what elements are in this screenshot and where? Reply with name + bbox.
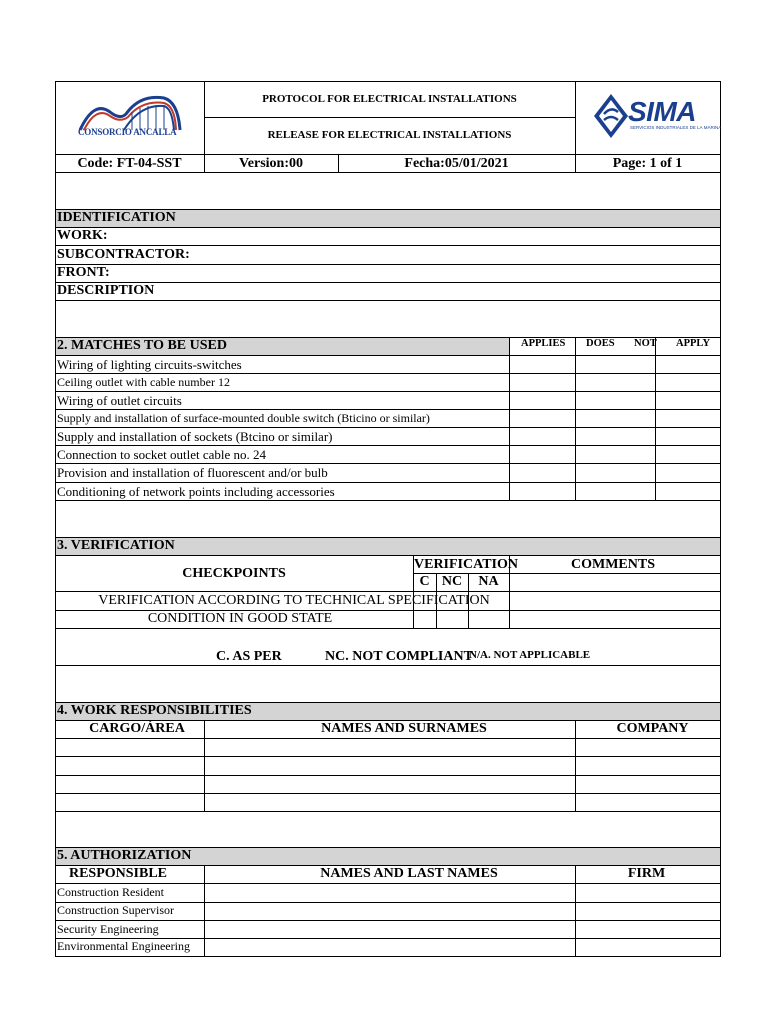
form-title: PROTOCOL FOR ELECTRICAL INSTALLATIONS [262, 93, 517, 105]
col-c: C [419, 574, 430, 589]
responsible-row: Construction Resident [57, 885, 164, 899]
col-firm: FIRM [627, 866, 666, 881]
responsible-row: Security Engineering [57, 922, 159, 936]
verification-header: VERIFICATION [414, 557, 518, 572]
form-page: Page: 1 of 1 [612, 156, 683, 171]
col-na: NA [478, 574, 499, 589]
col-apply: APPLY [676, 338, 711, 349]
form-version: Version:00 [238, 156, 304, 171]
legend-na: N/A. NOT APPLICABLE [469, 649, 591, 661]
col-not: NOT [634, 338, 657, 349]
authorization-heading: 5. AUTHORIZATION [57, 848, 192, 863]
col-responsible: RESPONSIBLE [68, 866, 168, 881]
responsibilities-heading: 4. WORK RESPONSIBILITIES [57, 703, 252, 718]
col-names-last-names: NAMES AND LAST NAMES [320, 866, 498, 881]
col-applies: APPLIES [521, 338, 566, 349]
checkpoint-row: VERIFICATION ACCORDING TO TECHNICAL SPECIFICATION [98, 593, 490, 608]
col-names-surnames: NAMES AND SURNAMES [321, 721, 487, 736]
form-subtitle: RELEASE FOR ELECTRICAL INSTALLATIONS [267, 129, 512, 141]
consorcio-logo-text: CONSORCIO ANCALLA [78, 127, 177, 137]
match-item: Wiring of outlet circuits [57, 393, 182, 408]
responsible-row: Construction Supervisor [57, 903, 174, 917]
work-field[interactable]: WORK: [57, 228, 108, 243]
form-code: Code: FT-04-SST [77, 156, 182, 171]
identification-heading: IDENTIFICATION [57, 210, 176, 225]
legend-c: C. AS PER [216, 649, 282, 664]
match-item: Provision and installation of fluorescent and/or bulb [57, 465, 328, 480]
front-field[interactable]: FRONT: [57, 265, 110, 280]
verification-heading: 3. VERIFICATION [57, 538, 175, 553]
sima-logo-text: SIMA [628, 96, 696, 127]
match-item: Conditioning of network points including accessories [57, 484, 335, 499]
matches-heading: 2. MATCHES TO BE USED [57, 338, 227, 353]
sima-logo-subtext: SERVICIOS INDUSTRIALES DE LA MARINA [630, 125, 722, 130]
checkpoints-header: CHECKPOINTS [182, 566, 286, 581]
description-field[interactable]: DESCRIPTION [57, 283, 155, 298]
form-date: Fecha:05/01/2021 [404, 156, 509, 171]
col-cargo: CARGO/ÁREA [89, 721, 185, 736]
col-does: DOES [586, 338, 615, 349]
subcontractor-field[interactable]: SUBCONTRACTOR: [57, 247, 190, 262]
col-company: COMPANY [616, 721, 689, 736]
match-item: Supply and installation of sockets (Btcino or similar) [57, 429, 333, 444]
match-item: Connection to socket outlet cable no. 24 [57, 447, 267, 462]
col-nc: NC [441, 574, 463, 589]
checkpoint-row: CONDITION IN GOOD STATE [147, 611, 333, 626]
legend-nc: NC. NOT COMPLIANT [325, 649, 473, 664]
responsible-row: Environmental Engineering [57, 939, 190, 953]
comments-header: COMMENTS [571, 557, 655, 572]
sima-logo [594, 92, 722, 144]
consorcio-ancalla-logo [74, 90, 186, 146]
match-item: Supply and installation of surface-mounted double switch (Bticino or similar) [57, 411, 430, 425]
match-item: Ceiling outlet with cable number 12 [57, 375, 230, 389]
match-item: Wiring of lighting circuits-switches [57, 357, 242, 372]
